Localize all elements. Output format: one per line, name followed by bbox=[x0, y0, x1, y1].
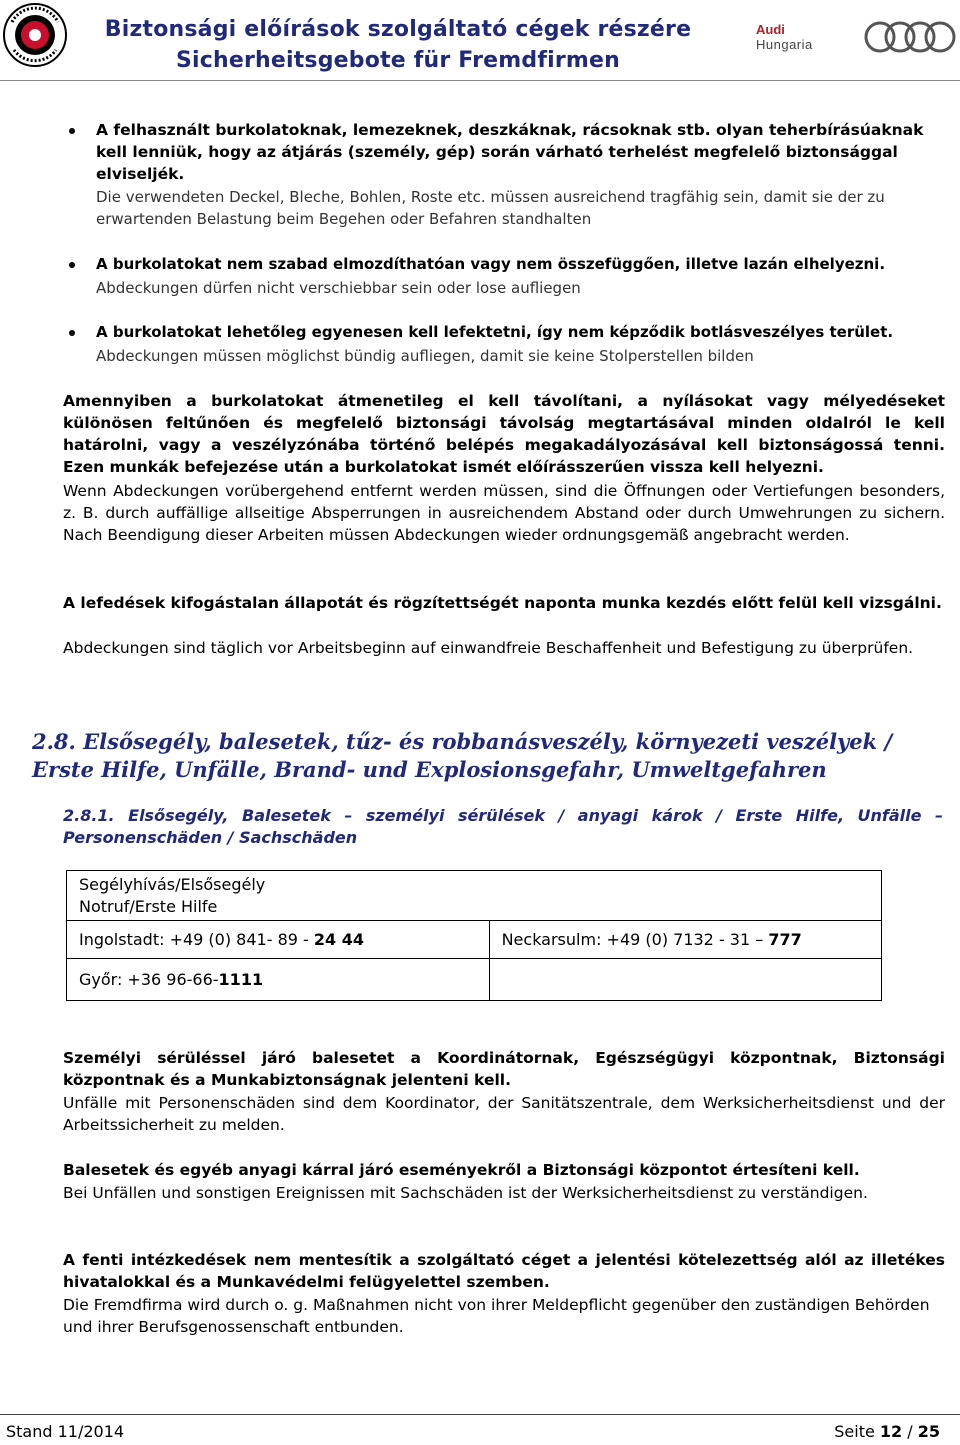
emergency-table bbox=[66, 870, 882, 1001]
page-current: 12 bbox=[879, 1422, 903, 1441]
bullet-3-hu: A burkolatokat lehetőleg egyenesen kell lefektetni, így nem képződik botlásveszélyes terület. bbox=[96, 323, 894, 341]
gyor-cell bbox=[67, 959, 490, 1001]
bullet-dot bbox=[69, 262, 75, 268]
page-total: 25 bbox=[917, 1422, 940, 1441]
para-material-hu: Balesetek és egyéb anyagi kárral járó eseményekről a Biztonsági központot értesíteni kell. bbox=[63, 1161, 860, 1179]
section-number: 2.8. bbox=[32, 729, 76, 754]
bullet-1-de: Die verwendeten Deckel, Bleche, Bohlen, Roste etc. müssen ausreichend tragfähig sein, damit sie der zu erwartenden Belastung beim Begehen oder Befahren standhalten bbox=[96, 188, 885, 228]
empty-cell bbox=[489, 959, 881, 1001]
neckarsulm-extension: 777 bbox=[768, 930, 802, 949]
emergency-header-line1: Segélyhívás/Elsősegély bbox=[79, 874, 266, 894]
footer-stand: Stand 11/2014 bbox=[6, 1422, 125, 1441]
bullet-dot bbox=[69, 330, 75, 336]
bullet-2-de: Abdeckungen dürfen nicht verschiebbar sein oder lose aufliegen bbox=[96, 279, 581, 297]
brand-wordmark bbox=[756, 22, 813, 52]
subsection-title: Elsősegély, Balesetek – személyi sérülések / anyagi károk / Erste Hilfe, Unfälle – Personenschäden / Sachschäden bbox=[63, 806, 943, 847]
page-separator: / bbox=[902, 1422, 918, 1441]
footer-divider bbox=[0, 1414, 960, 1415]
gyor-number: Győr: +36 96-66- bbox=[79, 970, 219, 989]
section-heading bbox=[32, 728, 932, 784]
para-material-de: Bei Unfällen und sonstigen Ereignissen mit Sachschäden ist der Werksicherheitsdienst zu verständigen. bbox=[63, 1184, 868, 1202]
ingolstadt-number: Ingolstadt: +49 (0) 841- 89 - bbox=[79, 930, 314, 949]
para-authority-hu: A fenti intézkedések nem mentesítik a szolgáltató céget a jelentési kötelezettség alól az illetékes hivatalokkal és a Munkavédelmi felügyelettel szemben. bbox=[63, 1251, 945, 1291]
bullet-3-de: Abdeckungen müssen möglichst bündig aufliegen, damit sie keine Stolperstellen bilden bbox=[96, 347, 754, 365]
page-prefix: Seite bbox=[834, 1422, 880, 1441]
bullet-2-hu: A burkolatokat nem szabad elmozdíthatóan vagy nem összefüggően, illetve lazán elhelyezni. bbox=[96, 255, 886, 273]
page-header bbox=[0, 0, 960, 82]
section-title: Elsősegély, balesetek, tűz- és robbanásveszély, környezeti veszélyek / Erste Hilfe, Unfälle, Brand- und Explosionsgefahr, Umweltgefahren bbox=[32, 729, 893, 782]
emergency-table-header bbox=[67, 871, 882, 921]
para-remove-hu: Amennyiben a burkolatokat átmenetileg el kell távolítani, a nyílásokat vagy mélyedéseket különösen feltűnően és megfelelő biztonsági távolság megtartásával minden oldalról le kell határolni, vagy a veszélyzónába történő belépés megakadályozásával kell biztonságossá tenni. Ezen munkák befejezése után a burkolatokat ismét előírásszerűen vissza kell helyezni. bbox=[63, 392, 945, 476]
ingolstadt-cell bbox=[67, 921, 490, 959]
gyor-extension: 1111 bbox=[218, 970, 264, 989]
para-check-hu: A lefedések kifogástalan állapotát és rögzítettségét naponta munka kezdés előtt felül kell vizsgálni. bbox=[63, 594, 942, 612]
bullet-1-hu: A felhasznált burkolatoknak, lemezeknek, deszkáknak, rácsoknak stb. olyan teherbírásúaknak kell lenniük, hogy az átjárás (személy, gép) során várható terhelést megfelelő biztonsággal elviseljék. bbox=[96, 121, 924, 183]
header-divider bbox=[0, 80, 960, 81]
bullet-dot bbox=[69, 128, 75, 134]
emergency-header-line2: Notruf/Erste Hilfe bbox=[79, 896, 218, 916]
neckarsulm-number: Neckarsulm: +49 (0) 7132 - 31 – bbox=[501, 930, 769, 949]
brand-line1: Audi bbox=[756, 22, 785, 37]
para-remove-de: Wenn Abdeckungen vorübergehend entfernt werden müssen, sind die Öffnungen oder Vertiefungen besonders, z. B. durch auffällige allseitige Absperrungen in ausreichendem Abstand oder durch Umwehrungen zu sichern. Nach Beendigung dieser Arbeiten müssen Abdeckungen wieder ordnungsgemäß angebracht werden. bbox=[63, 482, 945, 544]
header-title-hu: Biztonsági előírások szolgáltató cégek részére bbox=[104, 17, 692, 42]
audi-rings-icon bbox=[862, 18, 958, 56]
ingolstadt-extension: 24 44 bbox=[313, 930, 364, 949]
para-personal-de: Unfälle mit Personenschäden sind dem Koordinator, der Sanitätszentrale, dem Werksicherheitsdienst und der Arbeitssicherheit zu melden. bbox=[63, 1094, 945, 1134]
brand-line2: Hungaria bbox=[756, 37, 813, 52]
para-authority-de: Die Fremdfirma wird durch o. g. Maßnahmen nicht von ihrer Meldepflicht gegenüber den zuständigen Behörden und ihrer Berufsgenossenschaft entbunden. bbox=[63, 1296, 930, 1336]
neckarsulm-cell bbox=[489, 921, 881, 959]
subsection-heading bbox=[63, 805, 943, 849]
header-title-de: Sicherheitsgebote für Fremdfirmen bbox=[175, 48, 621, 73]
para-check-de: Abdeckungen sind täglich vor Arbeitsbeginn auf einwandfreie Beschaffenheit und Befestigung zu überprüfen. bbox=[63, 639, 914, 657]
footer-page-number bbox=[834, 1422, 940, 1441]
subsection-number: 2.8.1. bbox=[63, 806, 115, 825]
para-personal-hu: Személyi sérüléssel járó balesetet a Koordinátornak, Egészségügyi központnak, Biztonsági központnak és a Munkabiztonságnak jelenteni kell. bbox=[63, 1049, 945, 1089]
